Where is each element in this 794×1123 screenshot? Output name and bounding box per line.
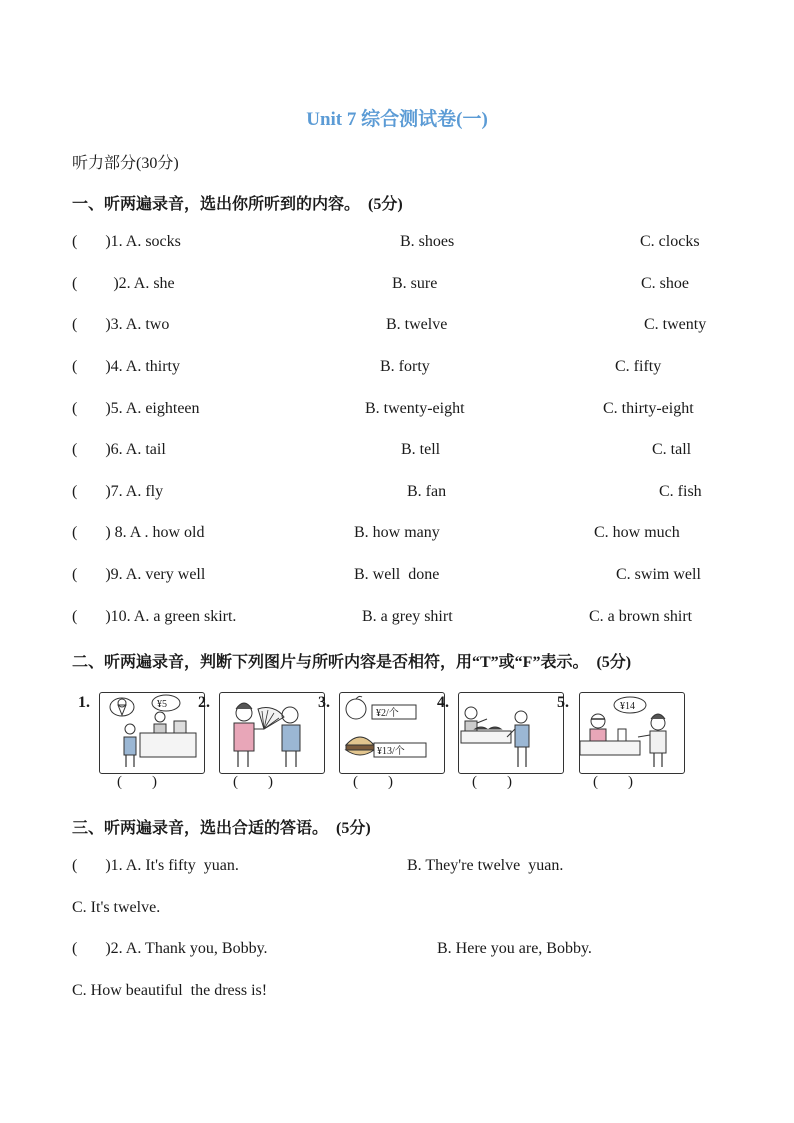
question-row [72, 524, 732, 546]
question-row [72, 441, 732, 463]
picture-number: 5. [557, 694, 569, 711]
option-b: B. Here you are, Bobby. [437, 940, 592, 957]
answer-paren: ( ) [353, 774, 393, 790]
option-a: ( )10. A. a green skirt. [72, 608, 237, 625]
answer-paren: ( ) [233, 774, 273, 790]
section1-heading: 一、听两遍录音，选出你所听到的内容。 (5分) [72, 196, 403, 213]
option-b: B. sure [392, 275, 438, 292]
option-a: ( ) 8. A . how old [72, 524, 205, 541]
picture-shoe-shop [458, 692, 564, 774]
option-a: ( )5. A. eighteen [72, 400, 200, 417]
option-a: ( )1. A. socks [72, 233, 181, 250]
listening-label: 听力部分(30分) [72, 155, 179, 172]
option-c: C. tall [652, 441, 692, 458]
option-c: C. fifty [615, 358, 662, 375]
option-b: B. shoes [400, 233, 455, 250]
option-c: C. swim well [616, 566, 701, 583]
question-row [72, 400, 732, 422]
picture-shop-counter [579, 692, 685, 774]
option-a: ( )2. A. Thank you, Bobby. [72, 940, 268, 957]
option-b: B. They're twelve yuan. [407, 857, 564, 874]
option-a: ( )2. A. she [72, 275, 175, 292]
option-c: C. shoe [641, 275, 689, 292]
option-a: ( )6. A. tail [72, 441, 166, 458]
option-c: C. a brown shirt [589, 608, 693, 625]
question-row [72, 275, 732, 297]
picture-number: 3. [318, 694, 330, 711]
option-b: B. twelve [386, 316, 448, 333]
option-a: ( )3. A. two [72, 316, 170, 333]
question-row [72, 358, 732, 380]
question-row [72, 316, 732, 338]
question-row [72, 483, 732, 505]
picture-fan [219, 692, 325, 774]
section3-heading: 三、听两遍录音，选出合适的答语。 (5分) [72, 820, 371, 837]
option-c: C. how much [594, 524, 680, 541]
price-label: ¥5 [157, 699, 167, 710]
answer-paren: ( ) [593, 774, 633, 790]
question-row [72, 608, 732, 630]
section2-heading: 二、听两遍录音，判断下列图片与所听内容是否相符，用“T”或“F”表示。 (5分) [72, 654, 632, 671]
price-label: ¥2/个 [376, 708, 399, 719]
option-b: B. fan [407, 483, 447, 500]
answer-paren: ( ) [472, 774, 512, 790]
option-a: ( )9. A. very well [72, 566, 206, 583]
answer-paren: ( ) [117, 774, 157, 790]
question-row [72, 940, 732, 962]
price-label: ¥14 [620, 701, 635, 712]
price-label: ¥13/个 [377, 746, 405, 757]
page-title: Unit 7 综合测试卷(一) [306, 109, 488, 130]
option-a: ( )1. A. It's fifty yuan. [72, 857, 239, 874]
question-row [72, 566, 732, 588]
option-b: B. well done [354, 566, 440, 583]
option-c: C. thirty-eight [603, 400, 694, 417]
picture-ice-cream-shop [99, 692, 205, 774]
option-b: B. how many [354, 524, 440, 541]
picture-food-prices [339, 692, 445, 774]
picture-number: 2. [198, 694, 210, 711]
option-a: ( )4. A. thirty [72, 358, 180, 375]
option-b: B. forty [380, 358, 430, 375]
option-c: C. fish [659, 483, 702, 500]
option-b: B. twenty-eight [365, 400, 465, 417]
picture-number: 4. [437, 694, 449, 711]
option-c: C. How beautiful the dress is! [72, 982, 268, 999]
option-c: C. It's twelve. [72, 899, 161, 916]
option-b: B. tell [401, 441, 441, 458]
picture-number: 1. [78, 694, 90, 711]
option-c: C. clocks [640, 233, 700, 250]
option-c: C. twenty [644, 316, 707, 333]
question-row [72, 857, 732, 879]
option-a: ( )7. A. fly [72, 483, 164, 500]
option-b: B. a grey shirt [362, 608, 453, 625]
question-row [72, 233, 732, 255]
